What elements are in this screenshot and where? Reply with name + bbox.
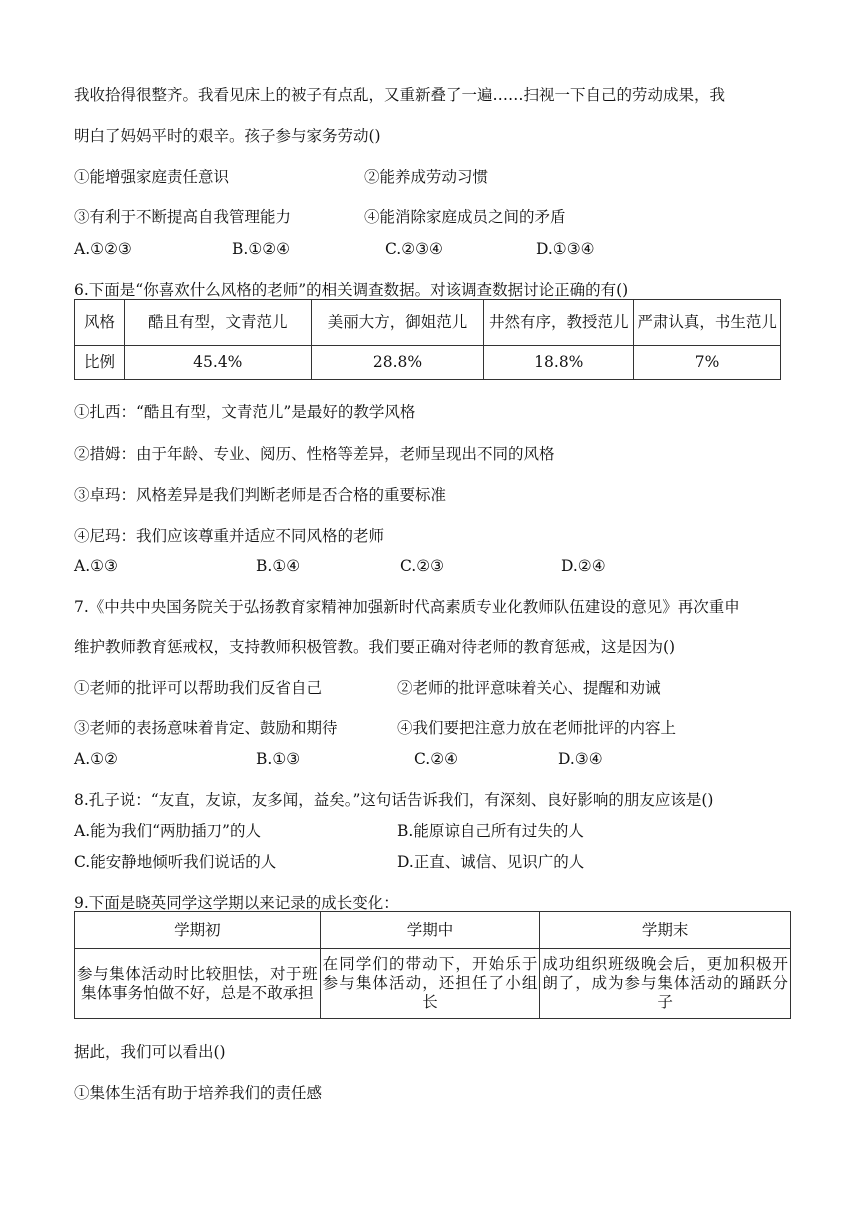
table-cell: 酷且有型，文青范儿 [124,300,311,346]
table-cell: 比例 [75,346,125,380]
table-cell: 45.4% [124,346,311,380]
q5-choice-d[interactable]: D.①③④ [536,240,595,258]
table-row [75,300,781,346]
q6-choice-c[interactable]: C.②③ [400,557,445,575]
q7-choice-b[interactable]: B.①③ [256,750,301,768]
table-cell: 成功组织班级晚会后，更加积极开朗了，成为参与集体活动的踊跃分子 [540,949,791,1019]
table-header-cell: 学期中 [320,912,540,949]
q5-statement-1: ①能增强家庭责任意识 [74,168,230,186]
table-cell: 参与集体活动时比较胆怯，对于班集体事务怕做不好，总是不敢承担 [75,949,321,1019]
q5-statement-4: ④能消除家庭成员之间的矛盾 [364,208,566,226]
table-cell: 美丽大方，御姐范儿 [311,300,484,346]
passage-line-1: 我收拾得很整齐。我看见床上的被子有点乱，又重新叠了一遍……扫视一下自己的劳动成果，我 [74,86,726,104]
q6-choice-a[interactable]: A.①③ [74,557,118,575]
q7-stem-line-2: 维护教师教育惩戒权，支持教师积极管教。我们要正确对待老师的教育惩戒，这是因为() [74,638,676,656]
table-cell: 在同学们的带动下，开始乐于参与集体活动，还担任了小组长 [320,949,540,1019]
q7-statement-1: ①老师的批评可以帮助我们反省自己 [74,679,323,697]
q6-choice-b[interactable]: B.①④ [256,557,301,575]
q7-choice-a[interactable]: A.①② [74,750,118,768]
table-cell: 严肃认真，书生范儿 [634,300,781,346]
table-cell: 风格 [75,300,125,346]
q8-stem: 8.孔子说：“友直，友谅，友多闻，益矣。”这句话告诉我们，有深刻、良好影响的朋友应该是() [74,791,714,809]
q8-choice-d[interactable]: D.正直、诚信、见识广的人 [397,853,585,871]
table-cell: 18.8% [484,346,634,380]
q6-stem: 6.下面是“你喜欢什么风格的老师”的相关调查数据。对该调查数据讨论正确的有() [74,281,629,299]
table-header-cell: 学期初 [75,912,321,949]
table-header-cell: 学期末 [540,912,791,949]
q7-statement-4: ④我们要把注意力放在老师批评的内容上 [397,719,677,737]
q6-statement-4: ④尼玛：我们应该尊重并适应不同风格的老师 [74,527,385,545]
q7-choice-c[interactable]: C.②④ [414,750,459,768]
table-row [75,346,781,380]
q6-statement-3: ③卓玛：风格差异是我们判断老师是否合格的重要标准 [74,486,447,504]
table-row [75,912,791,949]
q5-choices [74,239,794,259]
q6-choice-d[interactable]: D.②④ [561,557,606,575]
table-cell: 28.8% [311,346,484,380]
q9-statement-1: ①集体生活有助于培养我们的责任感 [74,1084,323,1102]
q5-choice-b[interactable]: B.①②④ [232,240,291,258]
q5-statement-2: ②能养成劳动习惯 [364,168,489,186]
q8-choice-c[interactable]: C.能安静地倾听我们说话的人 [74,853,277,871]
table-row [75,949,791,1019]
teacher-style-survey-table [74,299,781,380]
table-cell: 7% [634,346,781,380]
q9-after-table: 据此，我们可以看出() [74,1043,226,1061]
q5-choice-c[interactable]: C.②③④ [385,240,443,258]
q7-statement-3: ③老师的表扬意味着肯定、鼓励和期待 [74,719,338,737]
q6-statement-1: ①扎西：“酷且有型，文青范儿”是最好的教学风格 [74,403,416,421]
q7-stem-line-1: 7.《中共中央国务院关于弘扬教育家精神加强新时代高素质专业化教师队伍建设的意见》再次重申 [74,598,740,616]
q6-choices [74,556,794,576]
q5-statement-3: ③有利于不断提高自我管理能力 [74,208,292,226]
q8-choice-b[interactable]: B.能原谅自己所有过失的人 [397,822,584,840]
q7-choice-d[interactable]: D.③④ [558,750,603,768]
q6-statement-2: ②措姆：由于年龄、专业、阅历、性格等差异，老师呈现出不同的风格 [74,445,555,463]
table-cell: 井然有序，教授范儿 [484,300,634,346]
growth-record-table [74,911,791,1019]
passage-line-2: 明白了妈妈平时的艰辛。孩子参与家务劳动() [74,127,381,145]
q5-choice-a[interactable]: A.①②③ [74,240,132,258]
q9-stem: 9.下面是晓英同学这学期以来记录的成长变化： [74,894,399,912]
q7-choices [74,749,794,769]
q7-statement-2: ②老师的批评意味着关心、提醒和劝诫 [397,679,661,697]
q8-choice-a[interactable]: A.能为我们“两肋插刀”的人 [74,822,261,840]
